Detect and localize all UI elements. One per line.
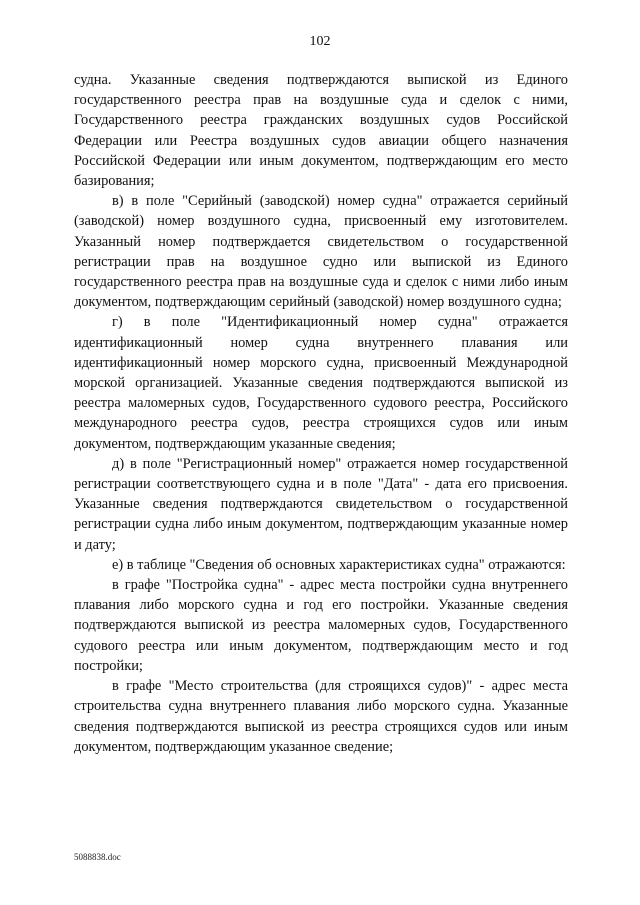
document-body [74, 70, 568, 757]
paragraph-v: в) в поле "Серийный (заводской) номер судна" отражается серийный (заводской) номер воздушного судна, присвоенный ему изготовителем. Указанный номер подтверждается свидетельством о государственной регистрации прав на воздушное судно или выпиской из Единого государственного реестра прав на воздушные суда и сделок с ними либо иным документом, подтверждающим серийный (заводской) номер воздушного судна; [74, 193, 568, 311]
paragraph-d: д) в поле "Регистрационный номер" отражается номер государственной регистрации соответствующего судна и в поле "Дата" - дата его присвоения. Указанные сведения подтверждаются свидетельством о государственной регистрации судна либо иным документом, подтверждающим указанные номер и дату; [74, 455, 568, 553]
footer-file-name: 5088838.doc [74, 852, 121, 862]
paragraph-mesto-stroitelstva: в графе "Место строительства (для строящихся судов)" - адрес места строительства судна внутреннего плавания либо морского судна. Указанные сведения подтверждаются выпиской из реестра строящихся судов или иным документом, подтверждающим указанное сведение; [74, 678, 568, 755]
paragraph-postroika: в графе "Постройка судна" - адрес места постройки судна внутреннего плавания либо морского судна и год его постройки. Указанные сведения подтверждаются выпиской из реестра маломерных судов, Государственного судового реестра или иным документом, подтверждающим место и год постройки; [74, 577, 568, 674]
paragraph-e: е) в таблице "Сведения об основных характеристиках судна" отражаются: [112, 556, 566, 573]
page-number: 102 [309, 34, 331, 49]
paragraph-continuation: судна. Указанные сведения подтверждаются выпиской из Единого государственного реестра прав на воздушные суда и сделок с ними, Государственного реестра гражданских воздушных судов Российской Федерации или Реестра воздушных судов авиации общего назначения Российской Федерации или иным документом, подтверждающим его место базирования; [74, 72, 568, 190]
paragraph-g: г) в поле "Идентификационный номер судна" отражается идентификационный номер судна внутреннего плавания или идентификационный номер морского судна, присвоенный Международной морской организацией. Указанные сведения подтверждаются выпиской из реестра маломерных судов, Государственного судового реестра, Российского международного реестра судов, реестра строящихся судов или иным документом, подтверждающим указанные сведения; [74, 314, 568, 452]
